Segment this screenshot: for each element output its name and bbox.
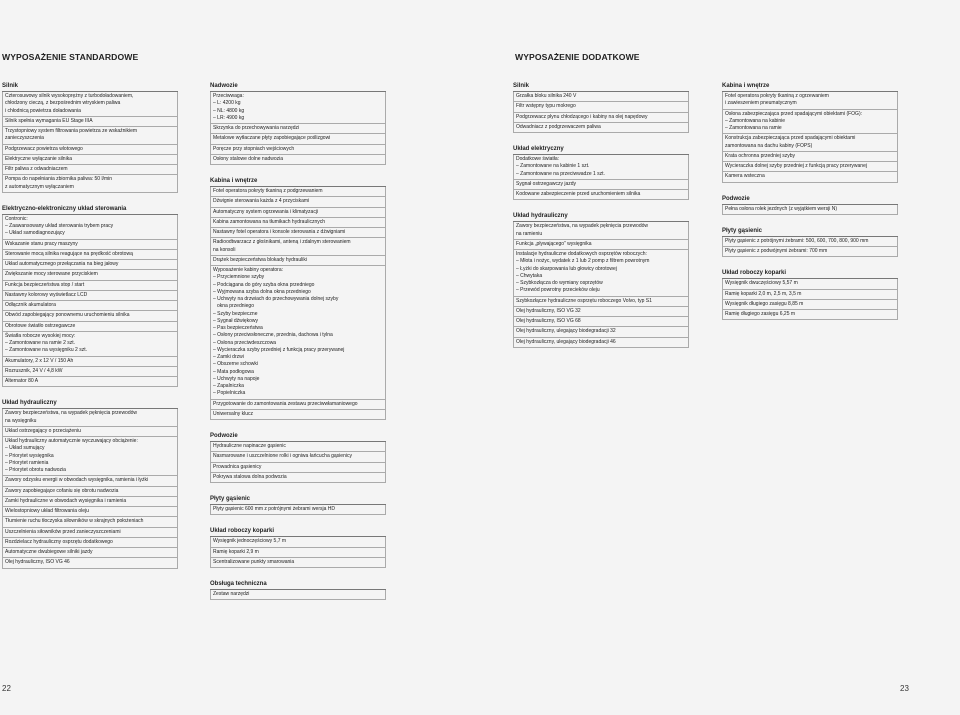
equipment-line: – Szyby bezpieczne <box>213 310 258 317</box>
equipment-line: Obwód zapobiegający ponownemu uruchomieniu silnika <box>5 312 130 319</box>
equipment-row <box>3 92 177 117</box>
equipment-row <box>723 300 897 310</box>
section-spacer <box>722 183 898 195</box>
equipment-line: Nastawny fotel operatora i konsole sterowania z dźwigniami <box>213 229 346 235</box>
equipment-line: Podgrzewacz płynu chłodzącego i kabiny na olej napędowy <box>516 113 648 120</box>
equipment-row <box>3 281 177 291</box>
equipment-line: Kabina zamontowana na tłumikach hydraulicznych <box>213 218 326 225</box>
equipment-line: Zwiększanie mocy sterowane przyciskiem <box>5 271 98 278</box>
standard-equipment-title: WYPOSAŻENIE STANDARDOWE <box>2 52 139 62</box>
equipment-line: – Zaawansowany układ sterowania trybem pracy <box>5 223 114 229</box>
equipment-line: Ramię koparki 2,9 m <box>213 548 259 555</box>
equipment-line: Prowadnica gąsienicy <box>213 463 262 470</box>
section-spacer <box>513 133 689 145</box>
equipment-section <box>210 527 386 568</box>
section-spacer <box>2 193 178 205</box>
equipment-line: Ramię koparki 2,0 m, 2,5 m, 3,5 m <box>725 290 802 297</box>
equipment-line: – Układ samodiagnozujący <box>5 230 65 237</box>
equipment-row <box>3 377 177 387</box>
equipment-row <box>3 145 177 155</box>
equipment-line: Nastawny kolorowy wyświetlacz LCD <box>5 291 88 298</box>
equipment-line: – Priorytet ramienia <box>5 459 49 466</box>
equipment-row <box>3 127 177 145</box>
equipment-row <box>3 517 177 527</box>
equipment-line: Scentralizowane punkty smarowania <box>213 558 295 565</box>
equipment-line: i zawieszeniem pneumatycznym <box>725 100 797 107</box>
section-rows <box>210 537 386 568</box>
equipment-row <box>3 311 177 321</box>
equipment-row <box>723 237 897 247</box>
section-rows <box>2 92 178 193</box>
equipment-line: – Sygnał dźwiękowy <box>213 317 259 324</box>
equipment-row <box>514 307 688 317</box>
equipment-section <box>2 82 178 193</box>
equipment-line: Grzałka bloku silnika 240 V <box>516 93 577 99</box>
equipment-row <box>211 463 385 473</box>
equipment-line: Hydrauliczne napinacze gąsienic <box>213 443 286 449</box>
equipment-line: Trzystopniowy system filtrowania powietrza ze wskaźnikiem <box>5 128 138 134</box>
equipment-row <box>3 528 177 538</box>
equipment-line: Olej hydrauliczny, ulegający biodegradacji 46 <box>516 338 616 345</box>
section-title: Kabina i wnętrze <box>210 177 386 187</box>
equipment-line: Przygotowanie do zamontowania zestawu przeciwwłamaniowego <box>213 400 358 407</box>
equipment-line: Układ automatycznego przełączania na bieg jałowy <box>5 261 119 267</box>
section-title: Silnik <box>2 82 178 92</box>
equipment-line: Funkcja „pływającego” wysięgnika <box>516 240 592 247</box>
equipment-line: Ramię długiego zasięgu 6,25 m <box>725 311 796 317</box>
equipment-section <box>513 145 689 200</box>
equipment-row <box>3 175 177 193</box>
section-rows <box>210 442 386 483</box>
section-spacer <box>513 200 689 212</box>
equipment-line: z automatycznym wyłączaniem <box>5 183 74 190</box>
equipment-row <box>211 558 385 568</box>
equipment-line: Osłona zabezpieczająca przed spadającymi obiektami (FOG): <box>725 110 863 117</box>
equipment-line: Filtr wstępny typu mokrego <box>516 103 576 110</box>
equipment-row <box>3 250 177 260</box>
equipment-section <box>722 82 898 183</box>
equipment-line: Uniwersalny klucz <box>213 410 254 417</box>
equipment-line: – Zamontowane na kabinie 1 szt. <box>516 163 590 170</box>
section-rows <box>722 92 898 183</box>
equipment-line: – Osłona przeciwdeszczowa <box>213 339 277 346</box>
equipment-row <box>211 134 385 144</box>
section-title: Układ hydrauliczny <box>2 399 178 409</box>
equipment-row <box>211 442 385 452</box>
equipment-line: – Podciągana do góry szyba okna przedniego <box>213 281 315 288</box>
equipment-row <box>3 558 177 568</box>
equipment-row <box>3 357 177 367</box>
equipment-line: Olej hydrauliczny, ISO VG 46 <box>5 559 70 566</box>
equipment-section <box>210 432 386 483</box>
equipment-row <box>3 548 177 558</box>
equipment-line: na ramieniu <box>516 230 543 237</box>
equipment-row <box>3 497 177 507</box>
equipment-row <box>514 113 688 123</box>
equipment-line: Wskazanie stanu pracy maszyny <box>5 240 78 247</box>
equipment-line: Olej hydrauliczny, ISO VG 32 <box>516 307 581 314</box>
section-spacer <box>210 165 386 177</box>
equipment-line: Funkcja bezpieczeństwa stop / start <box>5 281 85 288</box>
section-rows <box>513 222 689 348</box>
equipment-line: Pokrywa stalowa dolna podwozia <box>213 473 287 480</box>
equipment-row <box>211 548 385 558</box>
equipment-line: Czterosuwowy silnik wysokoprężny z turbodoładowaniem, <box>5 93 134 99</box>
equipment-line: zanieczyszczenia <box>5 135 44 142</box>
equipment-row <box>3 215 177 240</box>
equipment-row <box>211 208 385 218</box>
equipment-row <box>3 240 177 250</box>
section-rows <box>2 215 178 388</box>
equipment-row <box>3 301 177 311</box>
equipment-line: – Zamontowane na wysięgniku 2 szt. <box>5 347 87 354</box>
equipment-line: – Wyjmowana szyba dolna okna przedniego <box>213 288 311 295</box>
equipment-line: – Chwytaka <box>516 272 543 279</box>
equipment-line: Sterowanie mocą silnika reagujące na prędkość obrotową <box>5 250 133 257</box>
equipment-section <box>513 212 689 348</box>
section-spacer <box>2 387 178 399</box>
equipment-line: Metalowe wytłaczane płyty zapobiegające poślizgowi <box>213 135 331 142</box>
equipment-row <box>3 165 177 175</box>
section-spacer <box>210 568 386 580</box>
equipment-line: i chłodnicą powietrza doładowania <box>5 107 81 114</box>
equipment-row <box>3 427 177 437</box>
equipment-row <box>514 317 688 327</box>
equipment-row <box>514 297 688 307</box>
section-title: Elektryczno-elektroniczny układ sterowania <box>2 205 178 215</box>
equipment-row <box>3 367 177 377</box>
equipment-line: – Młota i nożyc, wydatek z 1 lub 2 pomp z filtrem powrotnym <box>516 258 650 265</box>
equipment-row <box>211 228 385 238</box>
equipment-line: – Zapalniczka <box>213 383 244 389</box>
equipment-row <box>514 338 688 348</box>
equipment-line: Układ hydrauliczny automatycznie wyczuwający obciążenie: <box>5 438 138 444</box>
section-rows <box>722 279 898 320</box>
equipment-line: – Popielniczka <box>213 390 246 397</box>
equipment-section <box>722 269 898 320</box>
equipment-line: – Zamontowane na ramie 2 szt. <box>5 340 76 346</box>
section-title: Podwozie <box>722 195 898 205</box>
equipment-line: – Zamontowane na przeciwwadze 1 szt. <box>516 170 605 177</box>
equipment-line: – Osłony przeciwsłoneczne, przednia, dachowa i tylna <box>213 332 333 339</box>
equipment-line: – Mata podłogowa <box>213 368 254 375</box>
section-title: Układ roboczy koparki <box>722 269 898 279</box>
equipment-row <box>3 270 177 280</box>
optional-equipment-title: WYPOSAŻENIE DODATKOWE <box>515 52 640 62</box>
equipment-line: Zestaw narzędzi <box>213 591 250 597</box>
equipment-row <box>3 538 177 548</box>
equipment-line: – L: 4200 kg <box>213 100 241 107</box>
equipment-line: Przeciwwaga: <box>213 93 244 99</box>
page-number-right: 23 <box>900 684 909 693</box>
equipment-row <box>514 123 688 133</box>
equipment-line: Płyty gąsienic z podwójnymi żebrami: 700 mm <box>725 248 828 254</box>
equipment-line: na wysięgniku <box>5 417 37 424</box>
equipment-line: Skrzynka do przechowywania narzędzi <box>213 125 300 131</box>
section-title: Układ roboczy koparki <box>210 527 386 537</box>
equipment-line: Zawory bezpieczeństwa, na wypadek pęknięcia przewodów <box>5 410 138 417</box>
equipment-row <box>211 155 385 165</box>
equipment-line: Silnik spełnia wymagania EU Stage IIIA <box>5 117 93 124</box>
equipment-row <box>211 590 385 600</box>
equipment-line: Contronic: <box>5 215 28 222</box>
section-rows <box>210 505 386 515</box>
equipment-section <box>210 495 386 515</box>
equipment-row <box>514 102 688 112</box>
equipment-row <box>211 187 385 197</box>
equipment-row <box>3 291 177 301</box>
equipment-section <box>2 399 178 568</box>
equipment-row <box>514 155 688 180</box>
section-rows <box>513 155 689 200</box>
equipment-row <box>211 218 385 228</box>
equipment-row <box>723 279 897 289</box>
equipment-line: – Przyciemnione szyby <box>213 274 265 281</box>
section-title: Układ hydrauliczny <box>513 212 689 222</box>
standard-column-1 <box>2 82 178 569</box>
page-number-left: 22 <box>2 684 11 693</box>
equipment-line: Pełna osłona rolek jezdnych (z wyjątkiem wersji N) <box>725 205 837 212</box>
equipment-line: – Zamontowana na ramie <box>725 125 782 131</box>
equipment-row <box>3 487 177 497</box>
equipment-row <box>3 409 177 427</box>
section-title: Płyty gąsienic <box>210 495 386 505</box>
equipment-section <box>513 82 689 133</box>
equipment-line: – Szybkozłącza do wymiany osprzętów <box>516 280 603 286</box>
equipment-line: – Zamki drzwi <box>213 354 244 360</box>
equipment-line: Pompa do napełniania zbiornika paliwa: 50 l/min <box>5 176 113 183</box>
section-title: Płyty gąsienic <box>722 227 898 237</box>
equipment-line: Automatyczny system ogrzewania i klimatyzacji <box>213 208 319 215</box>
equipment-row <box>211 505 385 515</box>
section-title: Kabina i wnętrze <box>722 82 898 92</box>
equipment-row <box>3 117 177 127</box>
equipment-line: Kamera wsteczna <box>725 173 765 180</box>
section-rows <box>2 409 178 568</box>
equipment-line: Odłącznik akumulatora <box>5 302 56 308</box>
equipment-row <box>3 476 177 486</box>
equipment-row <box>211 410 385 420</box>
equipment-line: Radioodtwarzacz z głośnikami, anteną i zdalnym sterowaniem <box>213 239 351 246</box>
equipment-row <box>514 92 688 102</box>
equipment-row <box>723 92 897 110</box>
equipment-row <box>514 240 688 250</box>
equipment-line: Wyposażenie kabiny operatora: <box>213 267 283 273</box>
optional-column-1 <box>513 82 689 348</box>
equipment-line: Światła robocze wysokiej mocy: <box>5 332 76 339</box>
equipment-row <box>211 452 385 462</box>
equipment-section <box>210 580 386 600</box>
equipment-row <box>211 256 385 266</box>
equipment-section <box>2 205 178 388</box>
equipment-row <box>211 238 385 256</box>
equipment-row <box>514 250 688 297</box>
equipment-line: – NL: 4800 kg <box>213 107 245 114</box>
equipment-section <box>722 227 898 258</box>
equipment-row <box>211 124 385 134</box>
equipment-line: Tłumienie ruchu tłoczyska siłowników w skrajnych położeniach <box>5 518 144 525</box>
section-spacer <box>722 257 898 269</box>
equipment-row <box>3 507 177 517</box>
equipment-line: Wysięgnik długiego zasięgu 8,85 m <box>725 300 804 307</box>
equipment-line: – Pas bezpieczeństwa <box>213 325 263 331</box>
equipment-line: Rozrusznik, 24 V / 4,8 kW <box>5 367 63 374</box>
equipment-line: Podgrzewacz powietrza wlotowego <box>5 145 83 152</box>
equipment-line: – Zamontowana na kabinie <box>725 117 786 124</box>
section-spacer <box>210 483 386 495</box>
equipment-line: – Uchwyty na drzwiach do przechowywania dolnej szyby <box>213 296 339 302</box>
equipment-line: Drążek bezpieczeństwa blokady hydrauliki <box>213 256 307 263</box>
section-title: Obsługa techniczna <box>210 580 386 590</box>
equipment-row <box>723 110 897 135</box>
equipment-line: Zawory bezpieczeństwa, na wypadek pęknięcia przewodów <box>516 223 649 230</box>
equipment-row <box>3 322 177 332</box>
equipment-line: Wysięgnik jednoczęściowy 5,7 m <box>213 538 287 545</box>
equipment-row <box>3 437 177 476</box>
equipment-row <box>211 197 385 207</box>
equipment-row <box>723 134 897 152</box>
equipment-line: zamontowana na dachu kabiny (FOPS) <box>725 142 813 149</box>
equipment-line: Elektryczne wyłączanie silnika <box>5 155 72 162</box>
equipment-line: Wycieraczka dolnej szyby przedniej z funkcją pracy przerywanej <box>725 163 867 169</box>
equipment-line: Sygnał ostrzegawczy jazdy <box>516 180 577 187</box>
equipment-line: okna przedniego <box>217 303 254 310</box>
equipment-line: Zamki hydrauliczne w obwodach wysięgnika i ramienia <box>5 497 127 504</box>
equipment-line: Płyty gąsienic 600 mm z potrójnymi żebrami wersja HD <box>213 506 335 512</box>
equipment-line: Szybkozłącze hydrauliczne osprzętu roboczego Volvo, typ S1 <box>516 297 652 304</box>
equipment-line: Osłony stalowe dolne nadwozia <box>213 155 284 162</box>
equipment-line: Fotel operatora pokryty tkaniną z podgrzewaniem <box>213 188 323 194</box>
section-spacer <box>210 515 386 527</box>
equipment-line: Płyty gąsienic z potrójnymi żebrami: 500, 600, 700, 800, 900 mm <box>725 237 869 244</box>
equipment-line: – Uchwyty na napoje <box>213 375 260 382</box>
equipment-line: – Układ sumujący <box>5 445 45 452</box>
equipment-row <box>211 400 385 410</box>
equipment-row <box>211 92 385 124</box>
equipment-line: Poręcze przy stopniach wejściowych <box>213 145 295 152</box>
equipment-line: Rozdzielacz hydrauliczny osprzętu dodatkowego <box>5 538 113 545</box>
equipment-line: – Priorytet wysięgnika <box>5 452 54 459</box>
section-rows <box>722 237 898 258</box>
equipment-line: Filtr paliwa z odwadniaczem <box>5 166 68 172</box>
equipment-section <box>210 82 386 165</box>
equipment-line: Uszczelnienia siłowników przed zanieczyszczeniami <box>5 528 121 535</box>
equipment-line: Akumulatory, 2 x 12 V / 150 Ah <box>5 357 74 364</box>
equipment-line: – Priorytet obrotu nadwozia <box>5 467 66 473</box>
section-title: Nadwozie <box>210 82 386 92</box>
section-title: Układ elektryczny <box>513 145 689 155</box>
equipment-line: Kodowane zabezpieczenie przed uruchomieniem silnika <box>516 191 641 197</box>
equipment-line: Krata ochronna przedniej szyby <box>725 152 796 159</box>
equipment-row <box>211 473 385 483</box>
equipment-row <box>3 260 177 270</box>
section-rows <box>513 92 689 133</box>
equipment-row <box>723 172 897 182</box>
section-rows <box>210 92 386 165</box>
equipment-row <box>723 310 897 320</box>
section-title: Silnik <box>513 82 689 92</box>
equipment-line: Zawory odzysku energii w obwodach wysięgnika, ramienia i łyżki <box>5 477 149 484</box>
equipment-line: Fotel operatora pokryty tkaniną z ogrzewaniem <box>725 93 829 99</box>
equipment-line: – LR: 4900 kg <box>213 114 245 121</box>
equipment-section <box>722 195 898 215</box>
equipment-line: – Przewód powrotny przecieków oleju <box>516 287 600 294</box>
section-title: Podwozie <box>210 432 386 442</box>
optional-column-2 <box>722 82 898 320</box>
equipment-line: Alternator 80 A <box>5 378 39 384</box>
equipment-row <box>3 332 177 357</box>
equipment-row <box>211 266 385 400</box>
equipment-line: Konstrukcja zabezpieczająca przed spadającymi obiektami <box>725 135 856 142</box>
equipment-line: Odwadniacz z podgrzewaczem paliwa <box>516 123 601 130</box>
equipment-line: Układ ostrzegający o przeciążeniu <box>5 427 81 434</box>
equipment-line: Instalacje hydrauliczne dodatkowych osprzętów roboczych: <box>516 251 647 257</box>
equipment-section <box>210 177 386 420</box>
section-spacer <box>210 420 386 432</box>
equipment-row <box>514 327 688 337</box>
equipment-row <box>514 190 688 200</box>
equipment-line: na konsoli <box>213 246 236 253</box>
equipment-line: Dźwignie sterowania każda z 4 przyciskami <box>213 198 310 205</box>
section-spacer <box>722 215 898 227</box>
equipment-row <box>723 152 897 162</box>
equipment-row <box>723 205 897 215</box>
equipment-line: – Łyżki do skarpowania lub głowicy obrotowej <box>516 265 617 272</box>
section-rows <box>722 205 898 215</box>
equipment-line: Wysięgnik dwuczęściowy 5,57 m <box>725 280 798 287</box>
equipment-line: Nasmarowane i uszczelnione rolki i ogniwa łańcucha gąsienicy <box>213 453 352 460</box>
section-rows <box>210 590 386 600</box>
equipment-line: Wielostopniowy układ filtrowania oleju <box>5 508 89 514</box>
equipment-line: Automatyczne dwubiegowe silniki jazdy <box>5 549 93 555</box>
equipment-row <box>514 222 688 240</box>
equipment-line: – Wycieraczka szyby przedniej z funkcją pracy przerywanej <box>213 346 345 353</box>
equipment-row <box>723 247 897 257</box>
equipment-line: Olej hydrauliczny, ISO VG 68 <box>516 318 581 324</box>
equipment-line: – Obszerne schowki <box>213 361 259 368</box>
equipment-line: Obrotowe światło ostrzegawcze <box>5 322 76 329</box>
section-rows <box>210 187 386 420</box>
equipment-line: Olej hydrauliczny, ulegający biodegradacji 32 <box>516 328 616 335</box>
equipment-line: Dodatkowe światła: <box>516 156 560 162</box>
equipment-line: chłodzony cieczą, z bezpośrednim wtryskiem paliwa <box>5 100 121 107</box>
standard-column-2 <box>210 82 386 600</box>
equipment-row <box>723 290 897 300</box>
equipment-row <box>723 162 897 172</box>
equipment-row <box>514 180 688 190</box>
equipment-row <box>211 145 385 155</box>
equipment-row <box>211 537 385 547</box>
equipment-line: Zawory zapobiegające cofaniu się obrotu nadwozia <box>5 487 119 494</box>
equipment-row <box>3 155 177 165</box>
